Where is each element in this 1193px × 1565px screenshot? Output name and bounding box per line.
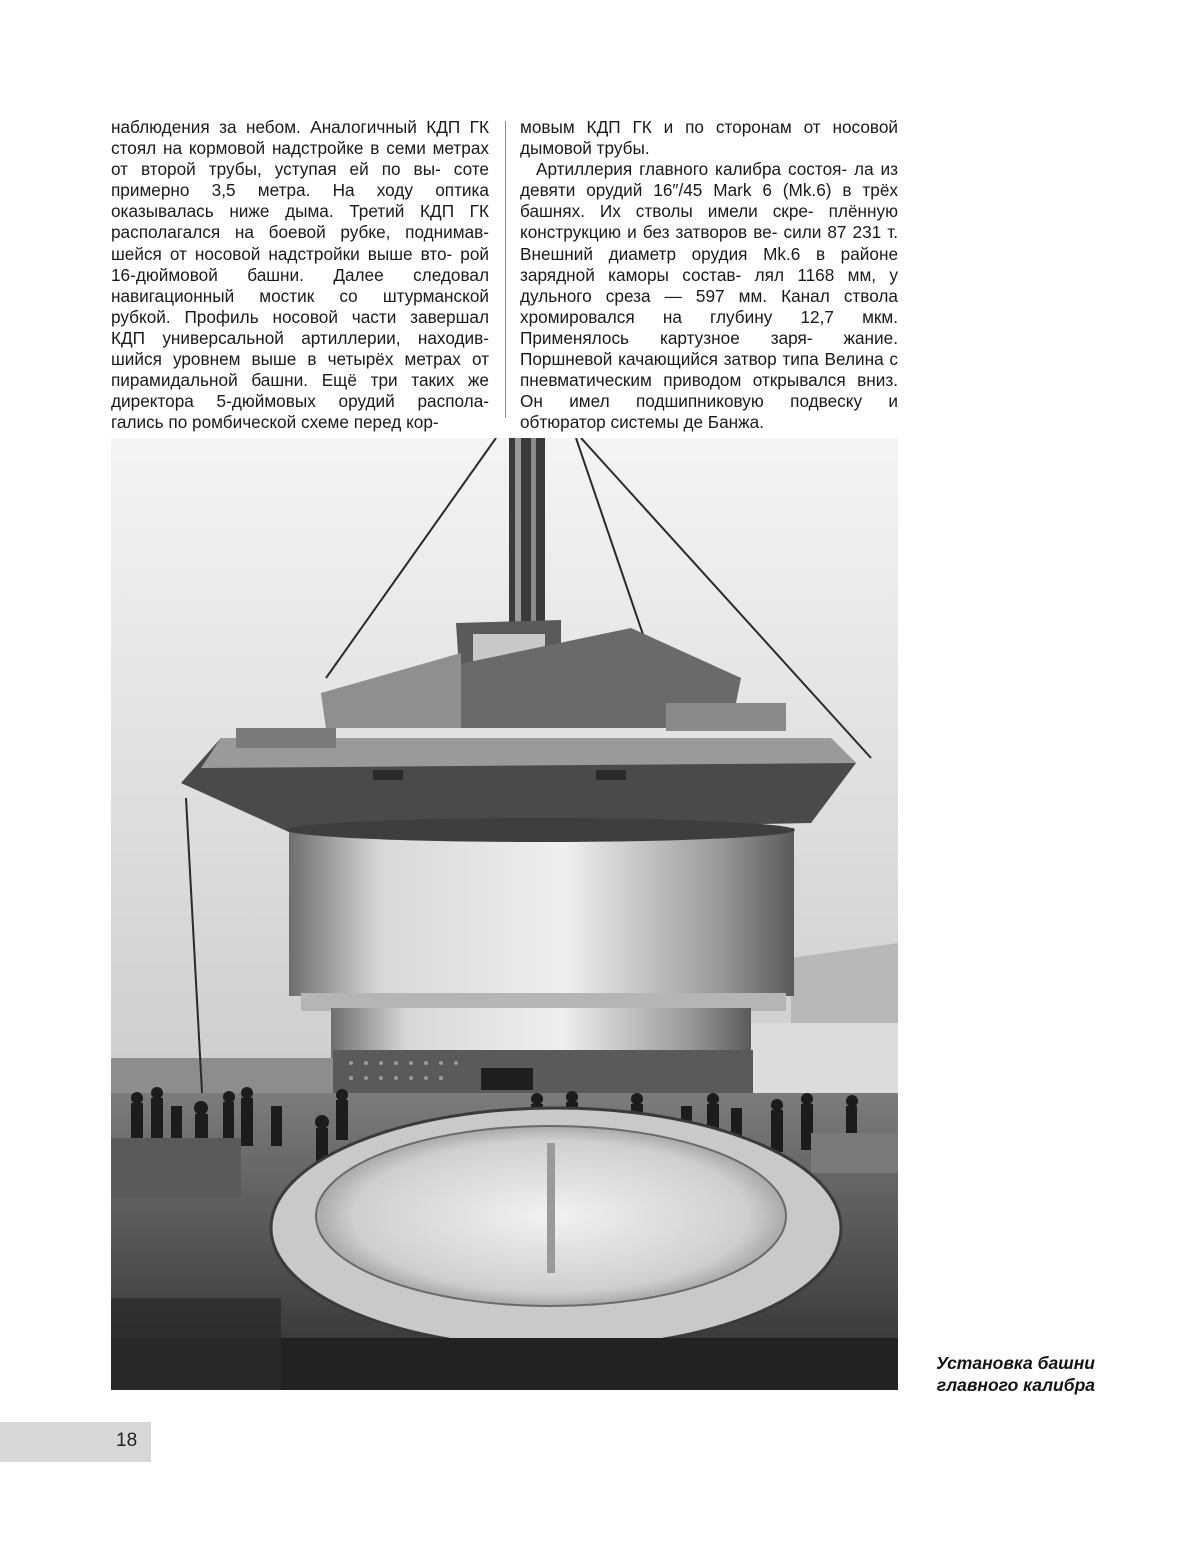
text-line: открывался вниз. Он имел подшипниковую	[520, 370, 898, 412]
text-line: оказывалась ниже дыма. Третий КДП ГК	[111, 201, 489, 222]
paragraph	[520, 159, 898, 433]
text-line: Mk.6 в районе зарядной каморы состав-	[520, 243, 899, 285]
text-line: плённую конструкцию и без затворов ве-	[520, 201, 898, 243]
photo-caption	[905, 1352, 1095, 1396]
text-line: 12,7 мкм. Применялось картузное заря-	[520, 306, 899, 348]
text-line: рой 16-дюймовой башни. Далее следовал	[111, 243, 490, 285]
paragraph	[111, 117, 489, 433]
text-line: навигационный мостик со штурманской	[111, 285, 489, 306]
text-line: ГК стоял на кормовой надстройке в семи	[111, 117, 489, 159]
text-line: метрах от второй трубы, уступая ей по вы-	[111, 138, 489, 180]
text-line: гались по ромбической схеме перед кор-	[111, 412, 439, 433]
text-line: подвеску и обтюратор системы де Банжа.	[520, 391, 898, 433]
page-number: 18	[116, 1430, 138, 1451]
text-column-right	[520, 117, 898, 433]
caption-line: главного калибра	[936, 1375, 1095, 1395]
text-column-left	[111, 117, 489, 433]
text-line: дымовой трубы.	[520, 138, 650, 159]
text-line: типа Велина с пневматическим приводом	[520, 349, 898, 391]
text-line: наблюдения за небом. Аналогичный КДП	[111, 117, 461, 137]
caption-line: Установка башни	[936, 1353, 1095, 1373]
turret-installation-photo	[111, 438, 898, 1390]
paragraph	[520, 117, 898, 159]
text-line: рубкой. Профиль носовой части завершал	[111, 306, 489, 327]
text-line: жание. Поршневой качающийся затвор	[520, 327, 898, 370]
turret-drum	[289, 828, 794, 996]
text-line: шейся от носовой надстройки выше вто-	[111, 243, 453, 264]
text-line: КДП универсальной артиллерии, находив-	[111, 327, 489, 348]
text-line: Артиллерия главного калибра состоя-	[536, 159, 848, 180]
text-line: лял 1168 мм, у дульного среза — 597 мм.	[520, 264, 898, 306]
text-line: директора 5-дюймовых орудий распола-	[111, 391, 489, 412]
text-line: Канал ствола хромировался на глубину	[520, 285, 898, 327]
text-line: шийся уровнем выше в четырёх метрах от	[111, 349, 489, 370]
text-line: пирамидальной башни. Ещё три таких же	[111, 370, 489, 391]
crane-hook-block	[509, 438, 545, 623]
text-line: соте примерно 3,5 метра. На ходу оптика	[111, 159, 489, 201]
text-line: ла из девяти орудий 16″/45 Mark 6 (Mk.6)	[520, 159, 898, 201]
text-line: располагался на боевой рубке, поднимав-	[111, 222, 489, 243]
text-line: сили 87 231 т. Внешний диаметр орудия	[520, 222, 898, 264]
text-line: мовым КДП ГК и по сторонам от носовой	[520, 117, 898, 137]
column-divider	[505, 121, 506, 418]
text-line: в трёх башнях. Их стволы имели скре-	[520, 180, 898, 222]
harbor-water	[751, 1023, 898, 1103]
